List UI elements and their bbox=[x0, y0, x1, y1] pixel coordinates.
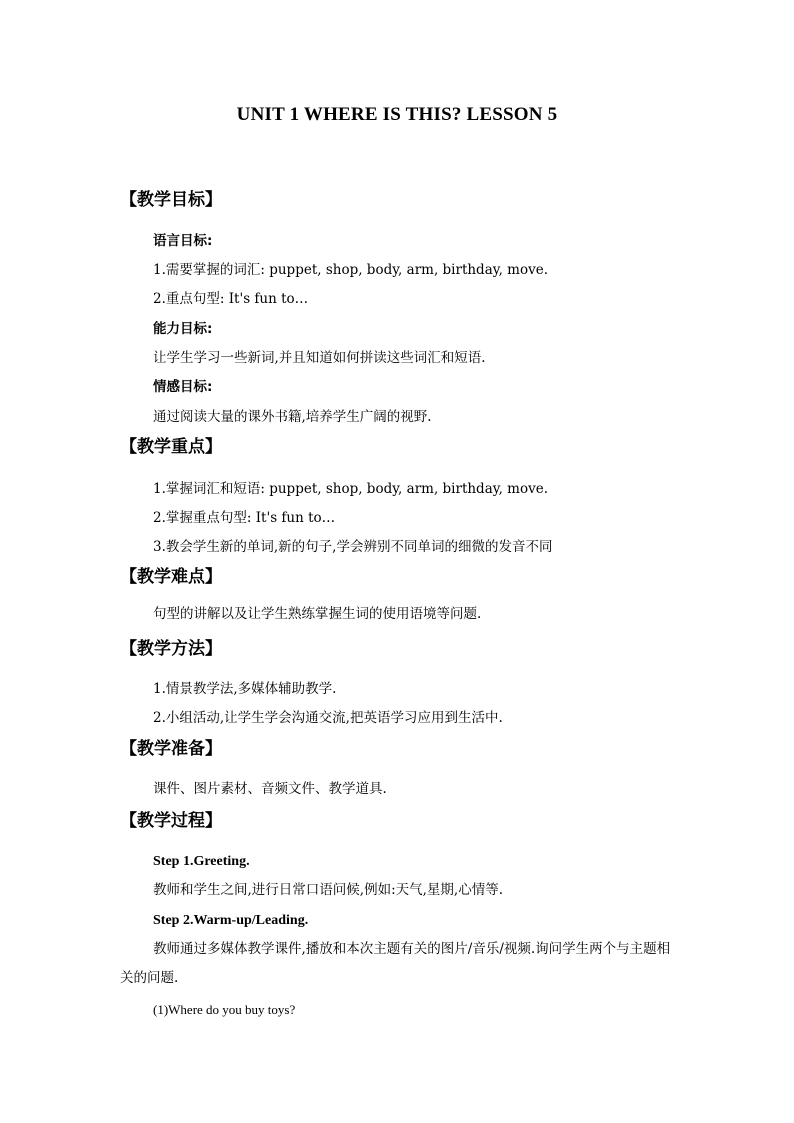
method-item-1: 1.情景教学法,多媒体辅助教学. bbox=[153, 681, 337, 697]
question-1: (1)Where do you buy toys? bbox=[153, 1002, 296, 1017]
emotion-objective-item-1: 通过阅读大量的课外书籍,培养学生广阔的视野. bbox=[153, 409, 432, 425]
step-2-text: 教师通过多媒体教学课件,播放和本次主题有关的图片/音乐/视频.询问学生两个与主题相关的问题. bbox=[120, 941, 671, 986]
section-heading-objectives: 【教学目标】 bbox=[120, 190, 222, 210]
section-heading-methods: 【教学方法】 bbox=[120, 639, 222, 659]
difficulty-item-1: 句型的讲解以及让学生熟练掌握生词的使用语境等问题. bbox=[153, 606, 482, 622]
emotion-objective-label: 情感目标: bbox=[153, 379, 213, 395]
language-objective-item-2: 2.重点句型: It's fun to… bbox=[153, 291, 309, 307]
ability-objective-item-1: 让学生学习一些新词,并且知道如何拼读这些词汇和短语. bbox=[153, 350, 486, 366]
step-1-title: Step 1.Greeting. bbox=[153, 854, 250, 869]
key-point-item-2: 2.掌握重点句型: It's fun to… bbox=[153, 510, 336, 526]
language-objective-item-1: 1.需要掌握的词汇: puppet, shop, body, arm, birthday, move. bbox=[153, 262, 549, 278]
step-2-title: Step 2.Warm-up/Leading. bbox=[153, 913, 309, 928]
step-1-text: 教师和学生之间,进行日常口语问候,例如:天气,星期,心情等. bbox=[153, 882, 504, 898]
ability-objective-label: 能力目标: bbox=[153, 321, 213, 337]
section-heading-process: 【教学过程】 bbox=[120, 811, 222, 831]
language-objective-label: 语言目标: bbox=[153, 233, 213, 249]
document-title: UNIT 1 WHERE IS THIS? LESSON 5 bbox=[236, 104, 558, 125]
section-heading-difficulties: 【教学难点】 bbox=[120, 567, 222, 587]
key-point-item-3: 3.教会学生新的单词,新的句子,学会辨别不同单词的细微的发音不同 bbox=[153, 539, 553, 555]
section-heading-key-points: 【教学重点】 bbox=[120, 437, 222, 457]
method-item-2: 2.小组活动,让学生学会沟通交流,把英语学习应用到生活中. bbox=[153, 710, 503, 726]
preparation-item-1: 课件、图片素材、音频文件、教学道具. bbox=[153, 781, 387, 797]
key-point-item-1: 1.掌握词汇和短语: puppet, shop, body, arm, birthday, move. bbox=[153, 481, 549, 497]
section-heading-preparation: 【教学准备】 bbox=[120, 739, 222, 759]
